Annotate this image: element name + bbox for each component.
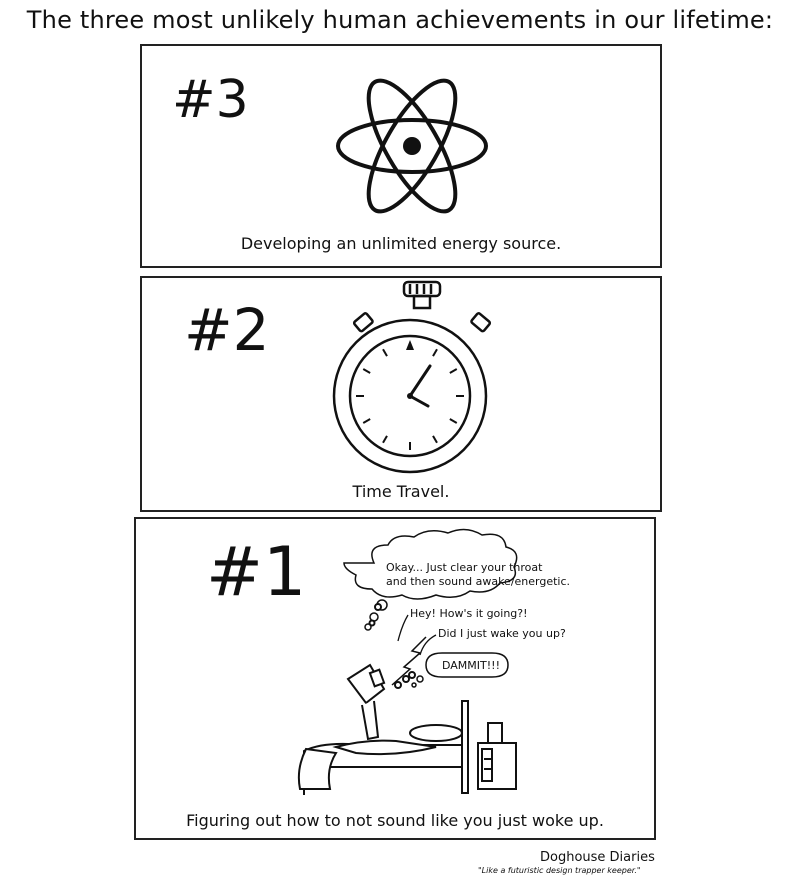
- rank-label: #1: [206, 533, 307, 612]
- rank-label: #2: [184, 296, 270, 364]
- clock-tick: [433, 349, 437, 356]
- person-figure: [348, 604, 415, 739]
- footer-brand: Doghouse Diaries: [540, 850, 655, 865]
- rank-label: #3: [172, 70, 249, 130]
- panel-2: [140, 276, 662, 512]
- caption: Time Travel.: [352, 482, 450, 501]
- clock-tick: [450, 419, 457, 423]
- clock-tick: [450, 369, 457, 373]
- speech-line-3: DAMMIT!!!: [442, 659, 500, 672]
- caption: Developing an unlimited energy source.: [240, 234, 562, 253]
- clock-tick: [433, 436, 437, 443]
- footer-tagline: "Like a futuristic design trapper keeper.": [478, 866, 641, 875]
- stopwatch-icon: [142, 278, 664, 514]
- clock-tick: [383, 349, 387, 356]
- nightstand: [478, 723, 516, 789]
- bedroom-scene: [136, 519, 658, 842]
- bed: [299, 701, 468, 795]
- marker-triangle: [406, 340, 414, 350]
- clock-ticks: [356, 349, 464, 450]
- thought-line-1: Okay... Just clear your throat: [386, 561, 543, 574]
- clock-tick: [383, 436, 387, 443]
- clock-tick: [363, 369, 370, 373]
- speech-line-2: Did I just wake you up?: [438, 627, 566, 640]
- comic-title: The three most unlikely human achievements in our lifetime:: [26, 6, 774, 34]
- thought-line-2: and then sound awake/energetic.: [386, 575, 571, 588]
- panel-1: [134, 517, 656, 840]
- caption: Figuring out how to not sound like you just woke up.: [186, 811, 604, 830]
- speech-line-1: Hey! How's it going?!: [410, 607, 528, 620]
- panel-3: [140, 44, 662, 268]
- clock-tick: [363, 419, 370, 423]
